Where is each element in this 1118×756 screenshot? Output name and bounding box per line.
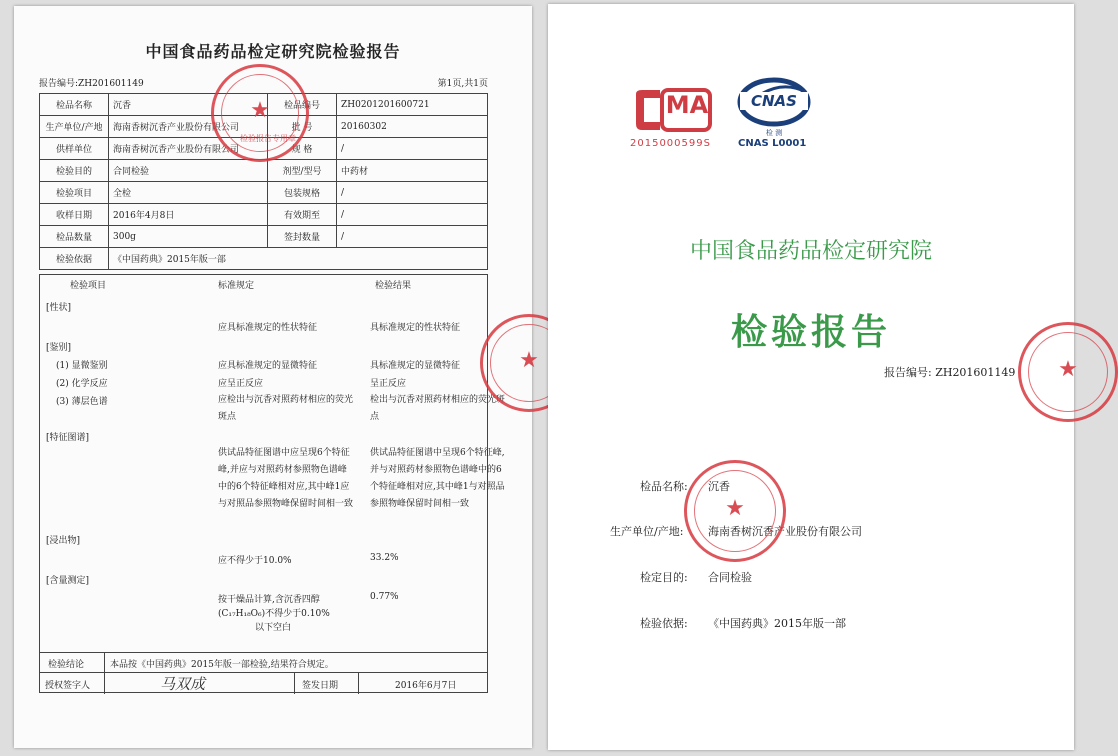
cell-label: 签封数量 (268, 226, 337, 248)
star-icon: ★ (519, 348, 539, 373)
name-label: 检品名称: (640, 480, 688, 493)
result-text: 具标准规定的性状特征 (370, 323, 461, 333)
report-detail-page (14, 6, 539, 748)
cell-label: 生产单位/产地 (40, 116, 109, 138)
cell-value: 20160302 (337, 116, 488, 138)
table-row (40, 204, 488, 226)
result-text: 具标准规定的显微特征 (370, 361, 461, 371)
official-seal (211, 64, 309, 162)
cell-value: 中药材 (337, 160, 488, 182)
cell-value: / (337, 138, 488, 160)
header-item: 检验项目 (70, 281, 107, 291)
star-icon: ★ (250, 98, 270, 123)
cell-value: 300g (109, 226, 268, 248)
cell-value: / (337, 182, 488, 204)
cover-report-number: 报告编号: ZH201601149 (884, 366, 1016, 379)
cell-value: / (337, 204, 488, 226)
report-title: 中国食品药品检定研究院检验报告 (145, 42, 401, 61)
cma-logo-text: MA (665, 91, 709, 119)
report-cover-page (548, 4, 1078, 750)
institute-name: 中国食品药品检定研究院 (689, 239, 932, 264)
item-label: (2) 化学反应 (56, 379, 108, 389)
standard-text: (C₁₇H₁₈O₆)不得少于0.10% (218, 609, 330, 619)
divider (358, 672, 359, 694)
report-number: 报告编号:ZH201601149 (39, 79, 144, 89)
conclusion-label: 检验结论 (48, 660, 85, 670)
cell-value: / (337, 226, 488, 248)
standard-text: 按干燥品计算,含沉香四醇 (218, 595, 320, 605)
cell-label: 规 格 (268, 138, 337, 160)
table-row (40, 182, 488, 204)
result-text: 0.77% (370, 592, 399, 602)
table-row (40, 160, 488, 182)
divider (294, 672, 295, 694)
cell-value: 海南香树沉香产业股份有限公司 (109, 116, 268, 138)
cell-label: 供样单位 (40, 138, 109, 160)
cell-label: 检品数量 (40, 226, 109, 248)
cell-value: 2016年4月8日 (109, 204, 268, 226)
divider (104, 652, 105, 694)
star-icon: ★ (1058, 357, 1078, 382)
table-row (40, 226, 488, 248)
star-icon: ★ (725, 496, 745, 521)
cell-value: ZH0201201600721 (337, 94, 488, 116)
official-seal (684, 460, 786, 562)
cnas-sub: 检 测 (765, 129, 783, 137)
table-row (40, 248, 488, 270)
standard-text: 应不得少于10.0% (218, 556, 292, 566)
standard-text: 供试品特征图谱中应呈现6个特征峰,并应与对照药材参照物色谱峰中的6个特征峰相对应,其中峰1应与对照品参照物峰保留时间相一致 (218, 448, 354, 509)
cnas-logo-text: CNAS (740, 92, 808, 110)
issue-date-label: 签发日期 (302, 681, 339, 691)
cell-label: 包装规格 (268, 182, 337, 204)
cnas-logo (736, 72, 812, 136)
result-text: 供试品特征图谱中呈现6个特征峰,并与对照药材参照物色谱峰中的6个特征峰相对应,其中峰1与对照品参照物峰保留时间相一致 (370, 448, 505, 509)
item-label: (3) 薄层色谱 (56, 397, 108, 407)
standard-text: 应呈正反应 (218, 379, 264, 389)
section-xingzhuang: [性状] (46, 303, 72, 313)
section-tezheng: [特征图谱] (46, 433, 90, 443)
section-jianbie: [鉴别] (46, 343, 72, 353)
cell-value: 全检 (109, 182, 268, 204)
result-text: 检出与沉香对照药材相应的荧光斑点 (370, 395, 506, 422)
producer-value: 海南香树沉香产业股份有限公司 (708, 525, 862, 538)
purpose-label: 检定目的: (640, 571, 688, 584)
test-results-section (39, 274, 506, 693)
result-text: 呈正反应 (370, 379, 407, 389)
signer-label: 授权签字人 (45, 681, 91, 691)
result-text: 33.2% (370, 553, 399, 563)
standard-text: 应具标准规定的性状特征 (218, 323, 318, 333)
signature: 马双成 (160, 675, 206, 693)
cover-title: 检验报告 (730, 312, 891, 353)
standard-text: 应具标准规定的显微特征 (218, 361, 318, 371)
purpose-value: 合同检验 (708, 571, 752, 584)
page-info: 第1页,共1页 (437, 79, 488, 89)
standard-text: 应检出与沉香对照药材相应的荧光斑点 (218, 395, 354, 422)
divider (40, 652, 487, 653)
divider (40, 672, 487, 673)
cell-label: 剂型/型号 (268, 160, 337, 182)
cell-value: 《中国药典》2015年版一部 (109, 248, 488, 270)
section-jinchu: [浸出物] (46, 536, 81, 546)
cell-value: 海南香树沉香产业股份有限公司 (109, 138, 268, 160)
name-value: 沉香 (708, 480, 730, 493)
end-note: 以下空白 (255, 623, 292, 633)
basis-value: 《中国药典》2015年版一部 (708, 617, 846, 630)
cma-code: 2015000599S (630, 138, 711, 149)
official-seal (1018, 322, 1118, 422)
cell-label: 有效期至 (268, 204, 337, 226)
cnas-code: CNAS L0001 (738, 138, 807, 149)
header-standard: 标准规定 (218, 281, 255, 291)
cell-value: 沉香 (109, 94, 268, 116)
cell-label: 批 号 (268, 116, 337, 138)
cell-label: 检验目的 (40, 160, 109, 182)
cell-label: 收样日期 (40, 204, 109, 226)
item-label: (1) 显微鉴别 (56, 361, 108, 371)
cell-label: 检品名称 (40, 94, 109, 116)
cell-value: 合同检验 (109, 160, 268, 182)
basis-label: 检验依据: (640, 617, 688, 630)
cell-label: 检验项目 (40, 182, 109, 204)
cma-logo (632, 88, 712, 132)
cell-label: 检品编号 (268, 94, 337, 116)
section-hanliang: [含量测定] (46, 576, 90, 586)
issue-date: 2016年6月7日 (395, 681, 457, 691)
conclusion-text: 本品按《中国药典》2015年版一部检验,结果符合规定。 (110, 660, 334, 670)
seal-text: 检验报告专用章 (240, 134, 296, 143)
header-result: 检验结果 (375, 281, 412, 291)
producer-label: 生产单位/产地: (610, 525, 684, 538)
cell-label: 检验依据 (40, 248, 109, 270)
